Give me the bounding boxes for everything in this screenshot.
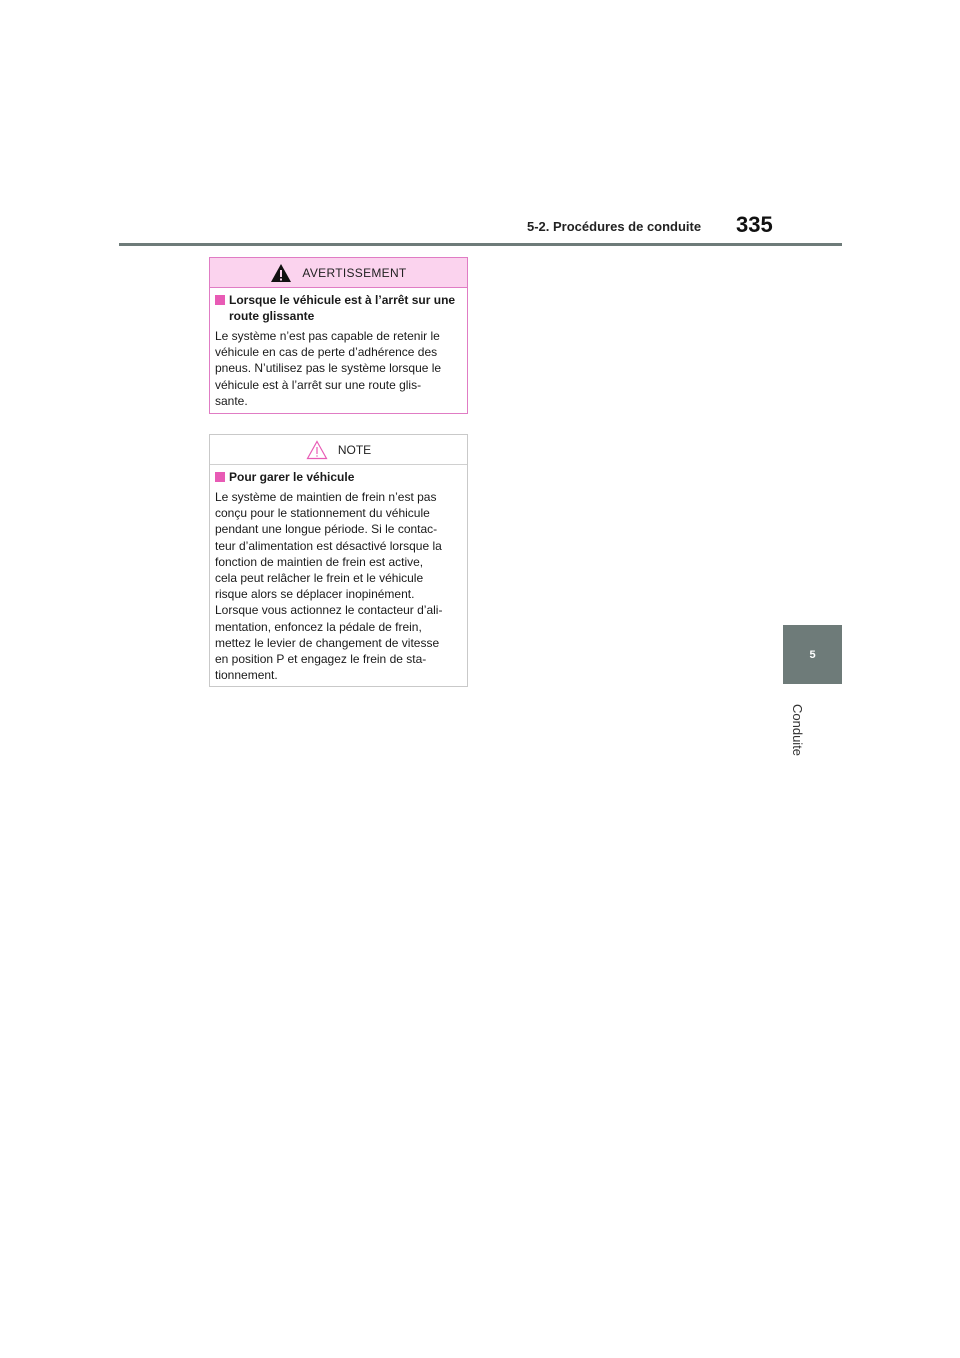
warning-body xyxy=(210,288,467,409)
note-header xyxy=(210,435,467,465)
note-item-title-text: Pour garer le véhicule xyxy=(229,470,355,484)
note-item-text: Le système de maintien de frein n’est pas conçu pour le stationnement du véhicule pendant une longue période. Si le contac- teur d’alimentation est désactivé lorsque la fonction de maintien de frein est active, cela peut relâcher le frein et le véhicule risque alors se déplacer inopinément. Lorsque vous actionnez le contacteur d’ali- mentation, enfoncez la pédale de frein, mettez le levier de changement de vitesse en position P et engagez le frein de sta- tionnement. xyxy=(215,490,443,683)
warning-item-title xyxy=(215,292,462,324)
warning-header xyxy=(210,258,467,288)
note-box xyxy=(209,434,468,687)
square-bullet-icon xyxy=(215,472,225,482)
chapter-label: Conduite xyxy=(790,704,805,757)
square-bullet-icon xyxy=(215,295,225,305)
section-title: 5-2. Procédures de conduite xyxy=(527,219,702,234)
warning-item-title-text: Lorsque le véhicule est à l’arrêt sur une route glissante xyxy=(229,293,456,323)
page-number: 335 xyxy=(736,212,773,237)
caution-triangle-outline-icon xyxy=(306,440,328,460)
warning-heading: AVERTISSEMENT xyxy=(302,265,407,280)
note-heading: NOTE xyxy=(337,442,372,457)
header-divider xyxy=(119,243,842,246)
warning-item-text: Le système n’est pas capable de retenir le véhicule en cas de perte d’adhérence des pneus. N’utilisez pas le système lorsque le véhicule est à l’arrêt sur une route glis- sante. xyxy=(215,329,442,408)
chapter-tab xyxy=(783,625,842,684)
note-item-title xyxy=(215,469,462,485)
chapter-number: 5 xyxy=(809,648,816,661)
warning-triangle-icon xyxy=(270,263,292,283)
note-body xyxy=(210,465,467,683)
warning-box xyxy=(209,257,468,414)
